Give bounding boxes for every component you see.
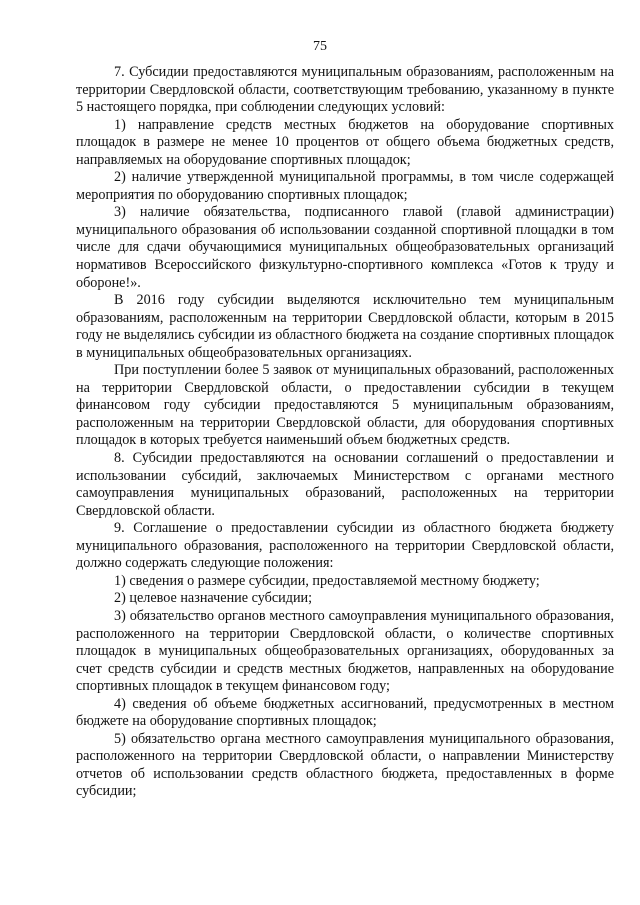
document-body <box>76 64 614 801</box>
paragraph-applications-rule: При поступлении более 5 заявок от муниципальных образований, расположенных на территории Свердловской области, о предоставлении субсидии в текущем финансовом году субсидии предоставляются 5 муниципальным образованиям, расположенным на территории Свердловской области, для оборудования спортивных площадок в которых требуется наименьший объем бюджетных средств. <box>76 362 614 449</box>
paragraph-provision-5: 5) обязательство органа местного самоуправления муниципального образования, расположенного на территории Свердловской области, о направлении Министерству отчетов об использовании средств областного бюджета, предоставленных в форме субсидии; <box>76 730 614 800</box>
paragraph-item-7-intro: 7. Субсидии предоставляются муниципальным образованиям, расположенным на территории Свердловской области, соответствующим требованию, указанному в пункте 5 настоящего порядка, при соблюдении следующих условий: <box>76 64 614 116</box>
paragraph-provision-2: 2) целевое назначение субсидии; <box>114 590 313 607</box>
paragraph-condition-2: 2) наличие утвержденной муниципальной программы, в том числе содержащей мероприятия по оборудованию спортивных площадок; <box>76 169 614 203</box>
paragraph-item-9-intro: 9. Соглашение о предоставлении субсидии из областного бюджета бюджету муниципального образования, расположенного на территории Свердловской области, должно содержать следующие положения: <box>76 520 614 572</box>
paragraph-provision-3: 3) обязательство органов местного самоуправления муниципального образования, расположенного на территории Свердловской области, о количестве спортивных площадок в муниципальных общеобразовательных организациях, оборудованных за счет средств субсидии и средств местных бюджетов, направленных на оборудование спортивных площадок в текущем финансовом году; <box>76 607 614 695</box>
paragraph-provision-1: 1) сведения о размере субсидии, предоставляемой местному бюджету; <box>114 572 540 589</box>
paragraph-provision-4: 4) сведения об объеме бюджетных ассигнований, предусмотренных в местном бюджете на оборудование спортивных площадок; <box>76 695 614 730</box>
paragraph-condition-1: 1) направление средств местных бюджетов на оборудование спортивных площадок в размере не менее 10 процентов от общего объема бюджетных средств, направляемых на оборудование спортивных площадок; <box>76 116 614 168</box>
paragraph-item-8: 8. Субсидии предоставляются на основании соглашений о предоставлении и использовании субсидий, заключаемых Министерством с органами местного самоуправления муниципальных образований, расположенных на территории Свердловской области. <box>76 450 614 519</box>
paragraph-condition-3: 3) наличие обязательства, подписанного главой (главой администрации) муниципального образования об использовании созданной спортивной площадки в том числе для сдачи обучающимися муниципальных общеобразовательных организаций нормативов Всероссийского физкультурно-спортивного комплекса «Готов к труду и обороне!». <box>76 204 614 291</box>
paragraph-2016-rule: В 2016 году субсидии выделяются исключительно тем муниципальным образованиям, расположенным на территории Свердловской области, которым в 2015 году не выделялись субсидии из областного бюджета на создание спортивных площадок в муниципальных общеобразовательных организациях. <box>76 292 614 361</box>
page-number: 75 <box>313 39 327 54</box>
